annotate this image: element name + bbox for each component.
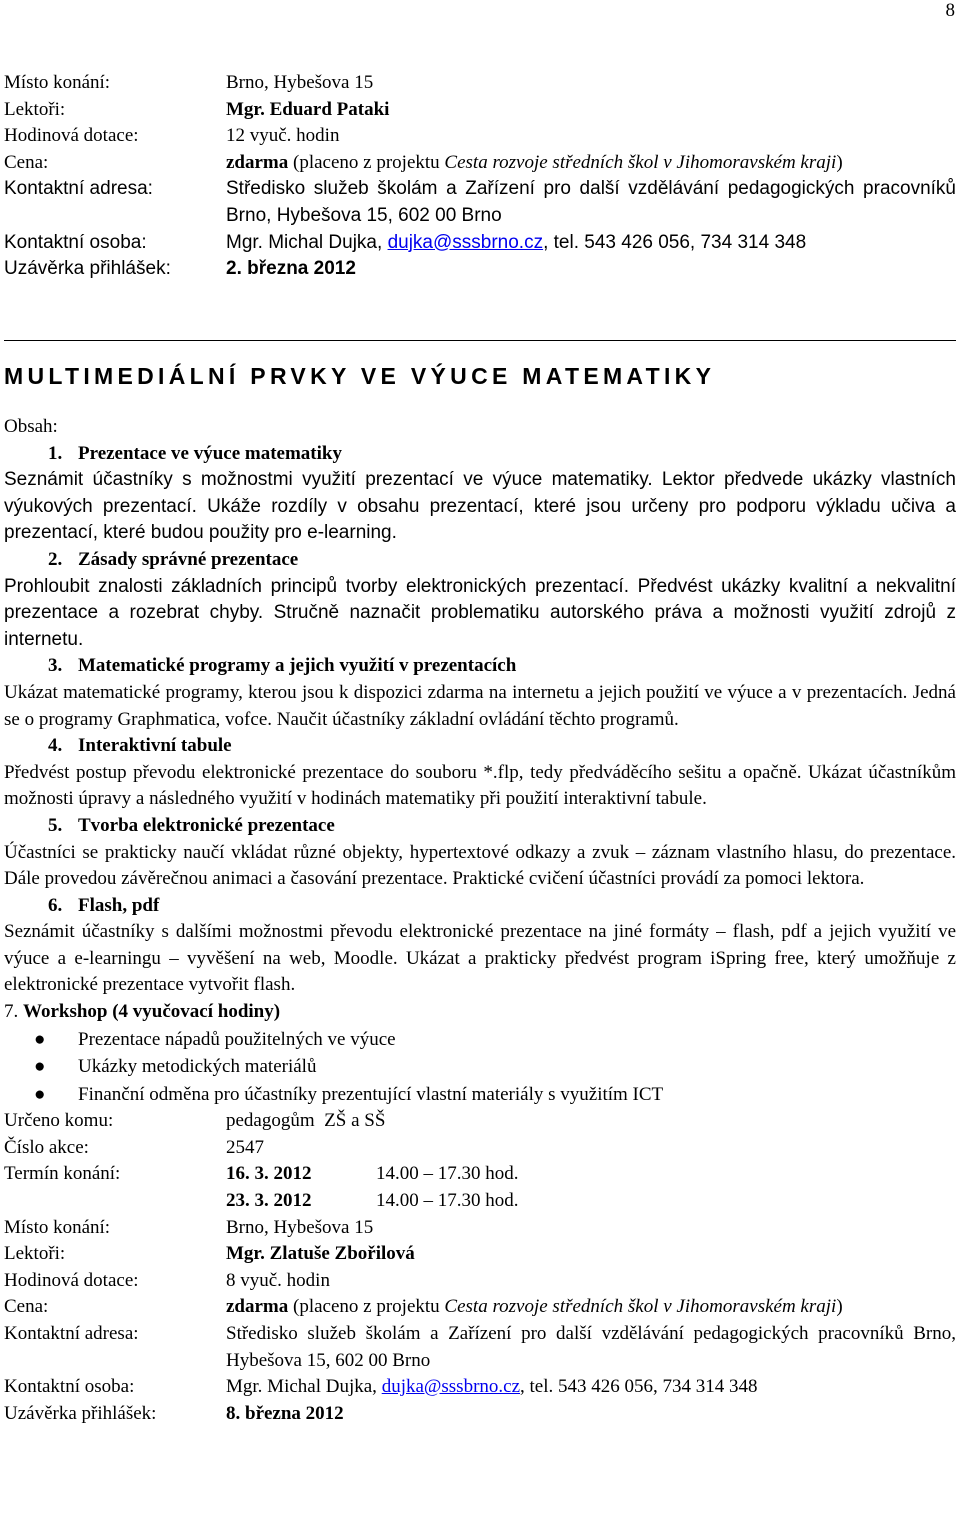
section-title	[4, 813, 956, 840]
section-title-text: Tvorba elektronické prezentace	[78, 814, 335, 836]
email-link[interactable]: dujka@sssbrno.cz	[381, 1376, 521, 1398]
top-osoba-row	[4, 230, 956, 257]
section-text: Seznámit účastníky s možnostmi využití prezentací ve výuce matematiky. Lektor předvede ukázky vlastních výukových prezentací. Ukáže rozdíly v obsahu prezentací, které jsou určeny pro podporu výkladu učiva a prezentací, které budou použity pro e-learning.	[4, 469, 956, 544]
section-title	[4, 733, 956, 760]
label: Hodinová dotace:	[4, 125, 139, 147]
value: 2. března 2012	[226, 258, 356, 280]
section-2	[4, 547, 956, 653]
top-misto-row	[4, 70, 956, 97]
section-text: Ukázat matematické programy, kterou jsou k dispozici zdarma na internetu a jejich použití ve výuce a v prezentacích. Jedná se o programy Graphmatica, vofce. Naučit účastníky základní ovládání těchto programů.	[4, 681, 956, 730]
bullet-icon: ●	[34, 1028, 46, 1050]
bottom-osoba-row	[4, 1374, 956, 1401]
top-cena-row	[4, 150, 956, 177]
label: Místo konání:	[4, 72, 111, 93]
value	[226, 150, 956, 177]
section-number: 1.	[48, 442, 63, 464]
date: 23. 3. 2012	[226, 1189, 312, 1211]
bottom-dotace-row	[4, 1268, 956, 1295]
label: Místo konání:	[4, 1216, 111, 1238]
top-uzaverka-row	[4, 256, 956, 283]
value	[226, 1188, 956, 1215]
date: 16. 3. 2012	[226, 1163, 312, 1185]
time: 14.00 – 17.30 hod.	[376, 1189, 519, 1211]
label: Lektoři:	[4, 98, 66, 120]
section-title	[4, 441, 956, 468]
cena-bold: zdarma	[226, 151, 289, 173]
section-text: Seznámit účastníky s dalšími možnostmi převodu elektronické prezentace na jiné formáty – flash, pdf a jejich využití ve výuce a e-learningu – vyvěšení na web, Moodle. Ukázat a prakticky předvést program iSpring free, který umožňuje z elektronické prezentace vytvořit flash.	[4, 921, 956, 996]
label: Určeno komu:	[4, 1110, 114, 1132]
section-number: 2.	[48, 548, 63, 570]
content-block	[4, 414, 956, 1427]
contact-name: Mgr. Michal Dujka,	[226, 231, 383, 253]
cena-post: )	[836, 151, 843, 173]
section-title-text: Interaktivní tabule	[78, 735, 232, 757]
cena-pre: (placeno z projektu	[293, 151, 440, 173]
section-text: Prohloubit znalosti základních principů tvorby elektronických prezentací. Předvést ukázky kvalitní a nekvalitní prezentace a rozebrat chyby. Stručně naznačit problematiku autorského práva a možnosti využití zdrojů z internetu.	[4, 575, 956, 650]
bullet-text: Prezentace nápadů použitelných ve výuce	[78, 1028, 396, 1050]
bottom-lektori-row	[4, 1241, 956, 1268]
label: Kontaktní adresa:	[4, 178, 153, 200]
section-6	[4, 893, 956, 999]
contact-tel: , tel. 543 426 056, 734 314 348	[543, 231, 807, 253]
email-link[interactable]: dujka@sssbrno.cz	[387, 231, 544, 253]
list-item	[4, 1053, 956, 1081]
top-adresa-row	[4, 176, 956, 229]
label: Kontaktní osoba:	[4, 1376, 135, 1398]
section-title	[4, 547, 956, 574]
value: Mgr. Zlatuše Zbořilová	[226, 1243, 415, 1265]
workshop-bullets	[4, 1026, 956, 1109]
section-title	[4, 893, 956, 920]
value: Brno, Hybešova 15	[226, 1216, 374, 1238]
value: 2547	[226, 1136, 264, 1158]
top-info-block	[4, 70, 956, 283]
bullet-icon: ●	[34, 1056, 46, 1078]
time: 14.00 – 17.30 hod.	[376, 1163, 519, 1185]
label: Cena:	[4, 151, 49, 173]
bottom-uzaverka-row	[4, 1401, 956, 1428]
value: pedagogům ZŠ a SŠ	[226, 1110, 386, 1132]
bottom-cena-row	[4, 1294, 956, 1321]
value: Středisko služeb školám a Zařízení pro další vzdělávání pedagogických pracovníků Brno, Hybešova 15, 602 00 Brno	[226, 178, 956, 226]
cena-bold: zdarma	[226, 1296, 289, 1318]
section-title-text: Prezentace ve výuce matematiky	[78, 442, 342, 464]
label: Uzávěrka přihlášek:	[4, 1402, 157, 1424]
value: Středisko služeb školám a Zařízení pro další vzdělávání pedagogických pracovníků Brno, Hybešova 15, 602 00 Brno	[226, 1322, 956, 1371]
obsah-label: Obsah:	[4, 416, 58, 437]
label: Kontaktní adresa:	[4, 1322, 139, 1344]
value: Mgr. Eduard Pataki	[226, 98, 390, 120]
bottom-urceno-row	[4, 1108, 956, 1135]
top-dotace-row	[4, 123, 956, 150]
bottom-adresa-row	[4, 1321, 956, 1374]
section-title-text: Flash, pdf	[78, 894, 160, 916]
section-number: 4.	[48, 735, 63, 757]
value	[226, 1374, 956, 1401]
cena-italic: Cesta rozvoje středních škol v Jihomoravském kraji	[444, 151, 837, 173]
cena-post: )	[836, 1296, 843, 1318]
label: Cena:	[4, 1296, 49, 1318]
value: 12 vyuč. hodin	[226, 125, 340, 147]
label: Lektoři:	[4, 1243, 66, 1265]
workshop-title	[4, 999, 956, 1026]
value: 8. března 2012	[226, 1402, 344, 1424]
section-1	[4, 441, 956, 547]
label: Termín konání:	[4, 1163, 121, 1185]
cena-pre: (placeno z projektu	[293, 1296, 440, 1318]
section-number: 5.	[48, 814, 63, 836]
value	[226, 1294, 956, 1321]
section-title-text: Zásady správné prezentace	[78, 548, 299, 570]
bottom-termin-row-1	[4, 1161, 956, 1188]
bullet-icon: ●	[34, 1083, 46, 1105]
course-heading: MULTIMEDIÁLNÍ PRVKY VE VÝUCE MATEMATIKY	[4, 340, 956, 390]
section-title-text: Matematické programy a jejich využití v prezentacích	[78, 655, 517, 677]
bottom-termin-row-2	[4, 1188, 956, 1215]
value	[226, 230, 956, 257]
value: Brno, Hybešova 15	[226, 72, 374, 93]
workshop-title-text: Workshop (4 vyučovací hodiny)	[23, 1001, 281, 1023]
bottom-misto-row	[4, 1215, 956, 1242]
section-title	[4, 653, 956, 680]
section-3	[4, 653, 956, 733]
bullet-text: Ukázky metodických materiálů	[78, 1056, 317, 1078]
cena-italic: Cesta rozvoje středních škol v Jihomoravském kraji	[444, 1296, 837, 1318]
value: 8 vyuč. hodin	[226, 1269, 330, 1291]
label: Hodinová dotace:	[4, 1269, 139, 1291]
section-number: 6.	[48, 894, 63, 916]
workshop-number: 7.	[4, 1001, 19, 1023]
section-text: Účastníci se prakticky naučí vkládat různé objekty, hypertextové odkazy a zvuk – záznam vlastního hlasu, do prezentace. Dále provedou závěrečnou animaci a časování prezentace. Praktické cvičení účastníci provádí za pomoci lektora.	[4, 841, 956, 890]
list-item	[4, 1081, 956, 1109]
value	[226, 1161, 956, 1188]
label-empty	[4, 1188, 226, 1215]
label: Kontaktní osoba:	[4, 231, 147, 253]
label: Uzávěrka přihlášek:	[4, 258, 171, 280]
page-number: 8	[945, 0, 955, 21]
top-lektori-row	[4, 97, 956, 124]
label: Číslo akce:	[4, 1136, 89, 1158]
section-4	[4, 733, 956, 813]
contact-name: Mgr. Michal Dujka,	[226, 1376, 377, 1398]
list-item	[4, 1026, 956, 1054]
bullet-text: Finanční odměna pro účastníky prezentující vlastní materiály s využitím ICT	[78, 1083, 664, 1105]
bottom-cislo-row	[4, 1135, 956, 1162]
section-5	[4, 813, 956, 893]
section-text: Předvést postup převodu elektronické prezentace do souboru *.flp, tedy předváděcího sešitu a opačně. Ukázat účastníkům možnosti úpravy a následného využití v hodinách matematiky při použití interaktivní tabule.	[4, 761, 956, 810]
section-number: 3.	[48, 655, 63, 677]
contact-tel: , tel. 543 426 056, 734 314 348	[520, 1376, 758, 1398]
